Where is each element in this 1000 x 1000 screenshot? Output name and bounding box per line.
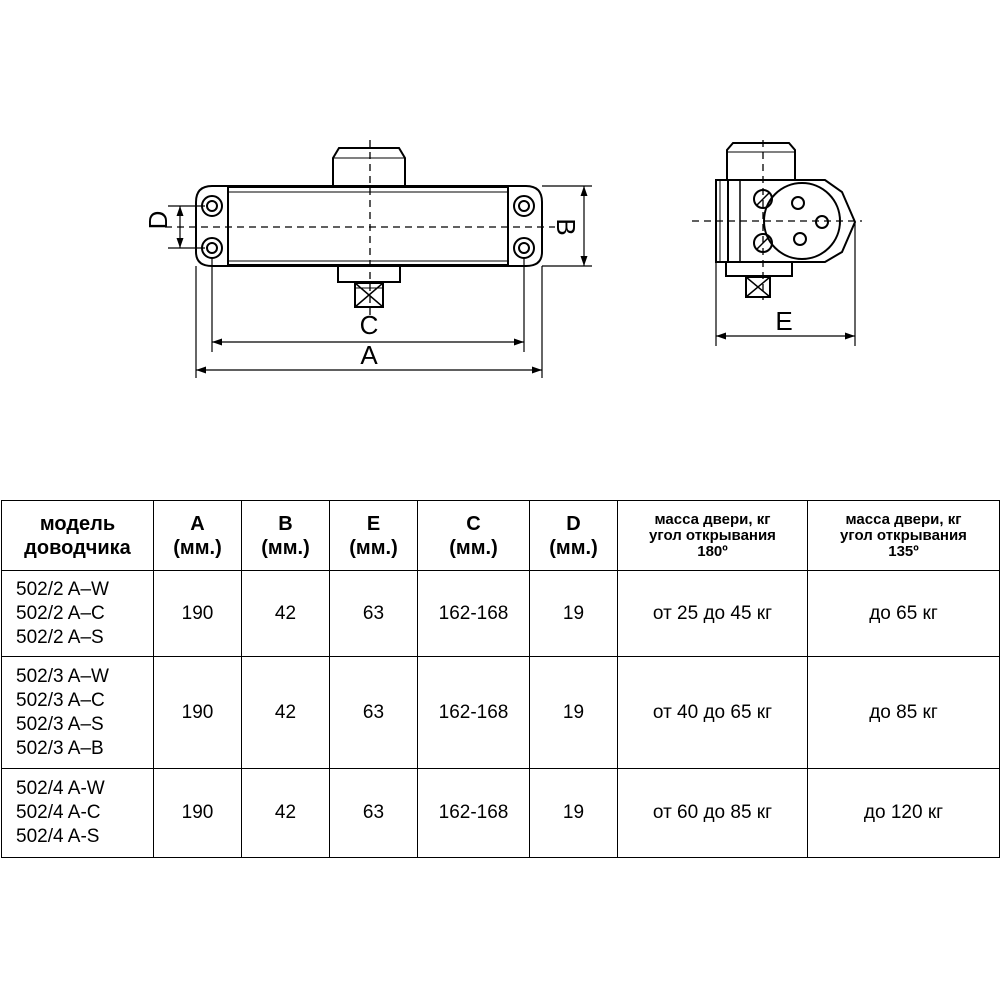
center-lines bbox=[165, 140, 555, 315]
cell-b: 42 bbox=[242, 769, 330, 858]
model-cell: 502/3 A–W 502/3 A–C 502/3 A–S 502/3 A–B bbox=[2, 657, 154, 769]
dimension-label-e: E bbox=[775, 306, 793, 336]
dimension-label-d: D bbox=[143, 210, 173, 230]
cell-a: 190 bbox=[154, 657, 242, 769]
header-a: A (мм.) bbox=[154, 501, 242, 571]
cell-mass-135: до 120 кг bbox=[808, 769, 1000, 858]
cell-e: 63 bbox=[330, 657, 418, 769]
cell-mass-180: от 25 до 45 кг bbox=[618, 571, 808, 657]
cell-e: 63 bbox=[330, 571, 418, 657]
header-b: B (мм.) bbox=[242, 501, 330, 571]
model-cell: 502/2 A–W 502/2 A–C 502/2 A–S bbox=[2, 571, 154, 657]
header-mass-135: масса двери, кг угол открывания 135º bbox=[808, 501, 1000, 571]
screw-hole bbox=[514, 196, 534, 216]
header-e: E (мм.) bbox=[330, 501, 418, 571]
cell-b: 42 bbox=[242, 571, 330, 657]
cell-d: 19 bbox=[530, 657, 618, 769]
header-row bbox=[2, 501, 1000, 571]
door-closer-drawing bbox=[0, 0, 1000, 480]
header-model: модель доводчика bbox=[2, 501, 154, 571]
cell-d: 19 bbox=[530, 769, 618, 858]
header-mass-180: масса двери, кг угол открывания 180º bbox=[618, 501, 808, 571]
mounting-plate bbox=[196, 186, 542, 266]
cell-mass-180: от 40 до 65 кг bbox=[618, 657, 808, 769]
dimension-label-b: B bbox=[551, 218, 581, 236]
model-cell: 502/4 A-W 502/4 A-C 502/4 A-S bbox=[2, 769, 154, 858]
pinion-cap bbox=[333, 148, 405, 186]
dimension-label-c: C bbox=[359, 310, 379, 340]
cell-a: 190 bbox=[154, 571, 242, 657]
side-view bbox=[716, 143, 855, 297]
cell-mass-135: до 65 кг bbox=[808, 571, 1000, 657]
header-c: C (мм.) bbox=[418, 501, 530, 571]
screw-hole bbox=[514, 238, 534, 258]
spec-table bbox=[1, 500, 1000, 858]
closer-body bbox=[228, 187, 508, 265]
header-d: D (мм.) bbox=[530, 501, 618, 571]
table-row bbox=[2, 657, 1000, 769]
dimension-label-a: A bbox=[360, 340, 378, 370]
cell-d: 19 bbox=[530, 571, 618, 657]
cell-c: 162-168 bbox=[418, 657, 530, 769]
cell-c: 162-168 bbox=[418, 571, 530, 657]
cell-mass-135: до 85 кг bbox=[808, 657, 1000, 769]
bottom-pinion bbox=[338, 266, 400, 282]
table-row bbox=[2, 571, 1000, 657]
cell-a: 190 bbox=[154, 769, 242, 858]
cell-b: 42 bbox=[242, 657, 330, 769]
cell-mass-180: от 60 до 85 кг bbox=[618, 769, 808, 858]
table-row bbox=[2, 769, 1000, 858]
cell-c: 162-168 bbox=[418, 769, 530, 858]
cell-e: 63 bbox=[330, 769, 418, 858]
